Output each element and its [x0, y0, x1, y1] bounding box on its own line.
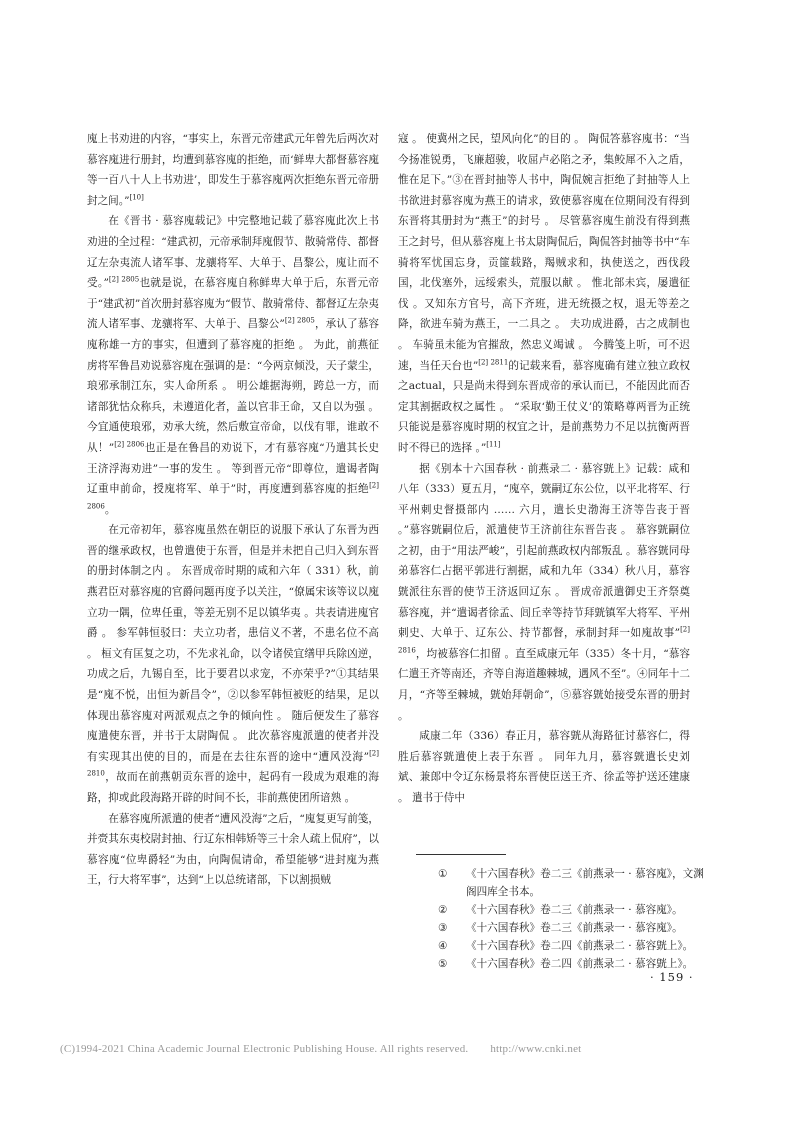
citation: [2] 2810	[87, 749, 379, 778]
footnote-text: 《十六国春秋》卷二四《前燕录二 · 慕容皝上》。	[466, 958, 694, 970]
paragraph	[87, 129, 379, 211]
text-run: 在元帝初年，慕容廆虽然在朝臣的说服下承认了东晋为西晋的继承政权，也曾遣使于东晋，但是并未把自己归入到东晋的册封体制之内 。 东晋成帝时期的咸和六年（ 331）秋，前燕君臣对慕容廆的官爵问题再度予以关注，“僚属宋该等议以廆立功一隅，位卑任重，等差无别不足以镇华夷 。共表请进廆官爵 。 参军韩恒驳曰：夫立功者，患信义不著，不患名位不高 。 桓文有匡复之功，不先求礼命，以令诸侯宜缮甲兵除凶逆，功成之后，九锡自至，比于要君以求宠，不亦荣乎?”	[87, 524, 379, 681]
footnote-mark: ①	[335, 668, 347, 681]
paragraph	[398, 129, 690, 459]
left-column	[87, 129, 379, 891]
footnote-mark: ②	[227, 689, 239, 702]
page-number: · 159 ·	[650, 970, 694, 984]
footnote	[438, 937, 708, 955]
text-run: 其结果是“廆不悦，出恒为新昌令”，	[87, 668, 380, 702]
footnote-text: 《十六国春秋》卷二四《前燕录二 · 慕容皝上》。	[466, 940, 694, 952]
footnote-mark: ④	[636, 668, 648, 681]
footnote-text: 《十六国春秋》卷二三《前燕录一 · 慕容廆》。	[466, 922, 683, 934]
footnote-number: ②	[438, 904, 448, 916]
text-run: 的记载来看，慕容廆确有建立独立政权之actual，只是尚未得到东晋成帝的承认而已，不能因此而否定其割据政权之属性 。 “采取‘勤王仗义’的策略尊两晋为正统只能说是慕容廆时期的权宜之计，是前燕势力不足以抗衡两晋时不得已的选择 。”	[398, 359, 690, 454]
text-run: ，故而在前燕朝贡东晋的途中，起码有一段成为艰难的海路，抑或此段海路开辟的时间不长，非前燕使团所谙熟 。	[87, 771, 379, 804]
footnote	[438, 865, 708, 901]
footnote-text: 《十六国春秋》卷二三《前燕录一 · 慕容廆》。	[466, 904, 683, 916]
text-run: 在《晋书 · 慕容廆载记》中完整地记载了慕容廆此次上书劝进的全过程：“建武初，元帝承制拜廆假节、散骑常侍、都督辽左杂夷流人诸军事、龙骧将军、大单于、昌黎公，廆让而不受。”	[87, 215, 379, 290]
footnotes	[398, 854, 708, 973]
citation: [2] 2806	[87, 481, 379, 511]
citation: [2] 2811	[478, 358, 509, 366]
copyright-text: (C)1994-2021 China Academic Journal Electronic Publishing House. All rights reserved.	[60, 1043, 469, 1055]
paragraph: 在《晋书 · 慕容廆载记》中完整地记载了慕容廆此次上书劝进的全过程：“建武初，元帝承制拜廆假节、散骑常侍、都督辽左杂夷流人诸军事、龙骧将军、大单于、昌黎公，廆让而不受。”$^{[2] 2805}$也就是说，在慕容廆自称鲜卑大单于后，东晋元帝于“建武初”首次册封慕容廆为“假节、散骑常侍、都督辽左杂夷流人诸军事、龙骧将军、大单于、昌黎公”$^{[2] 2805}$，承认了慕容廆称雄一方的事实，但遭到了慕容廆的拒绝 。 为此，前燕征虏将军鲁昌劝说慕容廆在强调的是：“今两京倾没，天子蒙尘，琅邪承制江东，实人命所系 。 明公雄据海朔，跨总一方，而诸部犹怙众称兵，未遵道化者，盖以官非王命，又自以为强 。 今宜通使琅邪，劝承大统，然后敷宣帝命，以伐有罪，谁敢不从！”$^{[2] 2806}$也正是在鲁昌的劝说下，才有慕容廆“乃遣其长史王济浮海劝进”一事的发生 。 等到晋元帝“即尊位，遣谒者陶辽重申前命，授廆将军、单于”时，再度遭到慕容廆的拒绝$^{[2] 2806}$。	[87, 215, 380, 516]
text-run: 慕容皝始接受东晋的册封 。	[398, 689, 691, 722]
copyright-footer	[60, 1043, 740, 1055]
paragraph	[87, 520, 379, 808]
citation: [10]	[129, 193, 144, 202]
footnote-mark: ③	[452, 174, 464, 187]
footnote-number: ③	[438, 922, 448, 934]
footnote-number: ④	[438, 940, 448, 952]
footnote-rule	[416, 854, 506, 855]
text-run: 也就是说，在慕容廆自称鲜卑大单于后，东晋元帝于“建武初”首次册封慕容廆为“假节、散骑常侍、都督辽左杂夷流人诸军事、龙骧将军、大单于、昌黎公”	[87, 277, 379, 331]
text-run: 也正是在鲁昌的劝说下，才有慕容廆“乃遣其长史王济浮海劝进”一事的发生 。 等到晋元帝“即尊位，遣谒者陶辽重申前命，授廆将军、单于”时，再度遭到慕容廆的拒绝	[87, 441, 379, 496]
text-run: 在晋封抽等人书中，陶侃婉言拒绝了封抽等人上书欲进封慕容廆为燕王的请求，致使慕容廆在位期间没有得到东晋将其册封为“燕王”的封号 。 尽管慕容廆生前没有得到燕王之封号，但从慕容廆上书太尉陶侃后，陶侃答封抽等书中“车骑将军忧国忘身，贡篚载路，羯贼求和，执使送之，西伐段国，北伐塞外，远绥索头，荒服以献 。 惟北部未宾，屡遣征伐 。又知东方官号，高下齐班，进无统摄之权，退无等差之降，欲进车骑为燕王，一二具之 。 夫功成进爵，古之成制也 。 车骑虽未能为官摧敌，然忠义竭诚 。 今腾笺上听，可不迟速，当任天台也”	[398, 174, 690, 372]
footnote	[438, 919, 708, 937]
citation: [2] 2816	[398, 625, 690, 655]
citation: [11]	[486, 440, 501, 449]
paragraph	[87, 809, 379, 891]
footnote-text: 《十六国春秋》卷二三《前燕录一 · 慕容廆》，文渊阁四库全书本。	[466, 868, 704, 898]
paragraph	[398, 459, 690, 727]
text-run: ，均被慕容仁扣留 。直至咸康元年（335）冬十月，“慕容仁遣王齐等南还，齐等自海道趣棘城，遇风不至”。	[398, 647, 690, 681]
text-run: 廆上书劝进的内容，“事实上，东晋元帝建武元年曾先后两次对慕容廆进行册封，均遭到慕容廆的拒绝，而‘鲜卑大都督慕容廆等一百八十人上书劝进’，即发生于慕容廆两次拒绝东晋元帝册封之间。”	[87, 133, 379, 207]
text-run: 同年十二月，“齐等至棘城，皝始拜朝命”，	[398, 668, 691, 702]
text-run: 在慕容廆所派遣的使者“遭风没海”之后，“廆复更写前笺，并赍其东夷校尉封抽、行辽东相韩矫等三十余人疏上侃府”，以慕容廆“位卑爵轻”为由，向陶侃请命，希望能够“进封廆为燕王，行大将军事”，达到“上以总统诸部，下以割损贼	[87, 812, 379, 887]
footnote-number: ⑤	[438, 958, 448, 970]
footer-url: http://www.cnki.net	[490, 1043, 582, 1055]
footnote-number: ①	[438, 868, 448, 880]
right-column	[398, 129, 690, 809]
citation: [2] 2805	[108, 275, 140, 284]
paragraph	[398, 726, 690, 808]
text-run: 寇 。 使冀州之民，望风向化”的目的 。 陶侃答慕容廆书：“当今扬准锐勇，飞廉超骏，收屈卢必陷之矛，集鲛犀不入之盾，惟在足下。”	[398, 133, 690, 187]
citation: [2] 2806	[114, 440, 145, 449]
text-run: 咸康二年（336）春正月，慕容皝从海路征讨慕容仁，得胜后慕容皝遣使上表于东晋 。 同年九月，慕容皝遣长史刘斌、兼郎中令辽东杨景将东晋使臣送王齐、徐孟等护送还建康 。 遣书于侍中	[398, 730, 690, 804]
footnote	[438, 901, 708, 919]
text-run: 以参军韩恒被贬的结果，足以体现出慕容廆对两派观点之争的倾向性 。 随后便发生了慕容廆遣使东晋，并书于太尉陶侃 。 此次慕容廆派遣的使者并没有实现其出使的目的，而是在去往东晋的途中“遭风没海”	[87, 689, 379, 763]
text-run: ，承认了慕容廆称雄一方的事实，但遭到了慕容廆的拒绝 。 为此，前燕征虏将军鲁昌劝说慕容廆在强调的是：“今两京倾没，天子蒙尘，琅邪承制江东，实人命所系 。 明公雄据海朔，跨总一方，而诸部犹怙众称兵，未遵道化者，盖以官非王命，又自以为强 。 今宜通使琅邪，劝承大统，然后敷宣帝命，以伐有罪，谁敢不从！”	[87, 318, 380, 454]
footnote-mark: ⑤	[560, 689, 572, 702]
text-run: 据《别本十六国春秋 · 前燕录二 · 慕容皝上》记载：咸和八年（333）夏五月，“廆卒，皝嗣辽东公位，以平北将军、行平州刺史督摄部内 …… 六月，遣长史渤海王济等告丧于晋 。”慕容皝嗣位后，派遣使节王济前往东晋告丧 。 慕容皝嗣位之初，由于“用法严峻”，引起前燕政权内部叛乱 。慕容皝同母弟慕容仁占据平郭进行割据，咸和九年（334）秋八月，慕容皝派往东晋的使节王济返回辽东 。 晋成帝派遣御史王齐祭奠慕容廆，并“遣谒者徐孟、闾丘幸等持节拜皝镇军大将军、平州刺史、大单于、辽东公、持节都督，承制封拜一如廆故事”	[398, 462, 690, 640]
citation: [2] 2805	[284, 316, 315, 325]
